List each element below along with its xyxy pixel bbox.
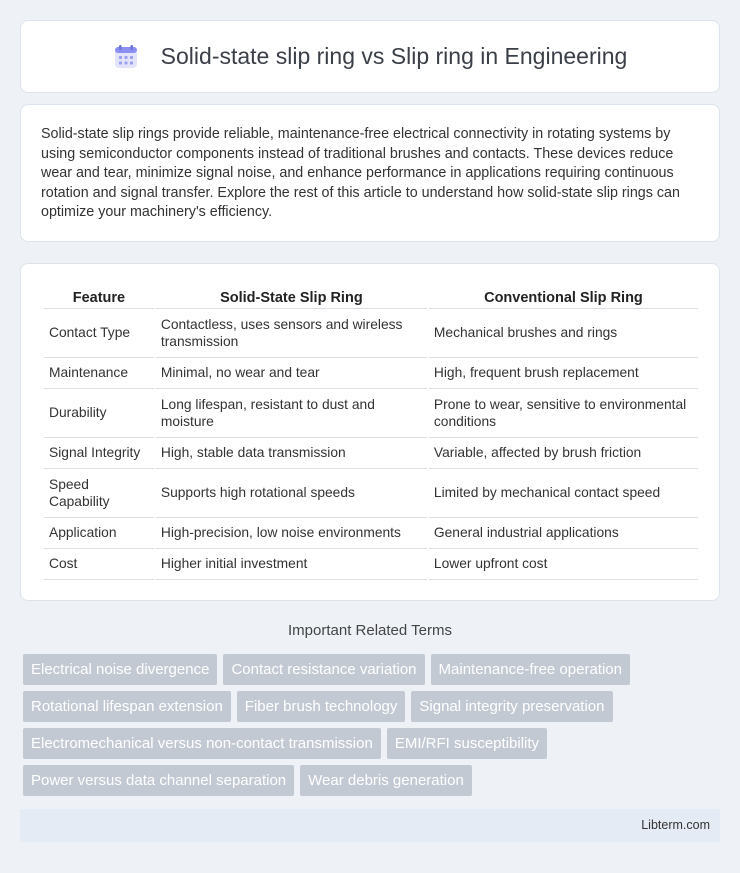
column-header: Conventional Slip Ring <box>429 284 698 309</box>
table-cell: Limited by mechanical contact speed <box>429 469 698 518</box>
related-terms-list <box>23 654 723 802</box>
calendar-icon <box>113 44 139 70</box>
term-tag[interactable]: EMI/RFI susceptibility <box>387 728 547 759</box>
table-row <box>44 358 698 389</box>
table-row <box>44 389 698 438</box>
table-row <box>44 438 698 469</box>
table-cell: Contact Type <box>44 309 154 358</box>
table-cell: High, frequent brush replacement <box>429 358 698 389</box>
page-title: Solid-state slip ring vs Slip ring in Engineering <box>160 43 628 69</box>
term-tag[interactable]: Power versus data channel separation <box>23 765 294 796</box>
footer-brand-link[interactable]: Libterm.com <box>641 818 710 832</box>
table-cell: Mechanical brushes and rings <box>429 309 698 358</box>
term-tag[interactable]: Electrical noise divergence <box>23 654 217 685</box>
table-cell: High-precision, low noise environments <box>156 518 427 549</box>
table-cell: Variable, affected by brush friction <box>429 438 698 469</box>
related-terms-heading: Important Related Terms <box>288 622 452 639</box>
term-tag[interactable]: Contact resistance variation <box>223 654 424 685</box>
table-cell: Supports high rotational speeds <box>156 469 427 518</box>
table-row <box>44 309 698 358</box>
column-header: Solid-State Slip Ring <box>156 284 427 309</box>
term-tag[interactable]: Rotational lifespan extension <box>23 691 231 722</box>
table-row <box>44 549 698 580</box>
table-cell: Lower upfront cost <box>429 549 698 580</box>
footer <box>20 809 720 842</box>
table-cell: Minimal, no wear and tear <box>156 358 427 389</box>
table-cell: Signal Integrity <box>44 438 154 469</box>
table-cell: Higher initial investment <box>156 549 427 580</box>
comparison-table <box>42 284 700 580</box>
term-tag[interactable]: Fiber brush technology <box>237 691 406 722</box>
table-cell: Prone to wear, sensitive to environmental conditions <box>429 389 698 438</box>
table-cell: Speed Capability <box>44 469 154 518</box>
table-cell: General industrial applications <box>429 518 698 549</box>
term-tag[interactable]: Signal integrity preservation <box>411 691 612 722</box>
table-cell: Long lifespan, resistant to dust and moisture <box>156 389 427 438</box>
table-cell: Maintenance <box>44 358 154 389</box>
page-header <box>20 20 720 93</box>
column-header: Feature <box>44 284 154 309</box>
table-cell: Durability <box>44 389 154 438</box>
table-cell: Cost <box>44 549 154 580</box>
table-cell: Contactless, uses sensors and wireless transmission <box>156 309 427 358</box>
intro-card <box>20 104 720 242</box>
term-tag[interactable]: Maintenance-free operation <box>431 654 630 685</box>
table-cell: Application <box>44 518 154 549</box>
intro-text: Solid-state slip rings provide reliable, maintenance-free electrical connectivity in rotating systems by using semiconductor components instead of traditional brushes and contacts. These devices reduce wear and tear, minimize signal noise, and enhance performance in applications requiring continuous rotation and signal transfer. Explore the rest of this article to understand how solid-state slip rings can optimize your machinery's efficiency. <box>41 126 680 220</box>
term-tag[interactable]: Electromechanical versus non-contact transmission <box>23 728 381 759</box>
table-row <box>44 518 698 549</box>
table-header-row <box>44 284 698 309</box>
term-tag[interactable]: Wear debris generation <box>300 765 472 796</box>
table-cell: High, stable data transmission <box>156 438 427 469</box>
table-row <box>44 469 698 518</box>
comparison-card <box>20 263 720 601</box>
